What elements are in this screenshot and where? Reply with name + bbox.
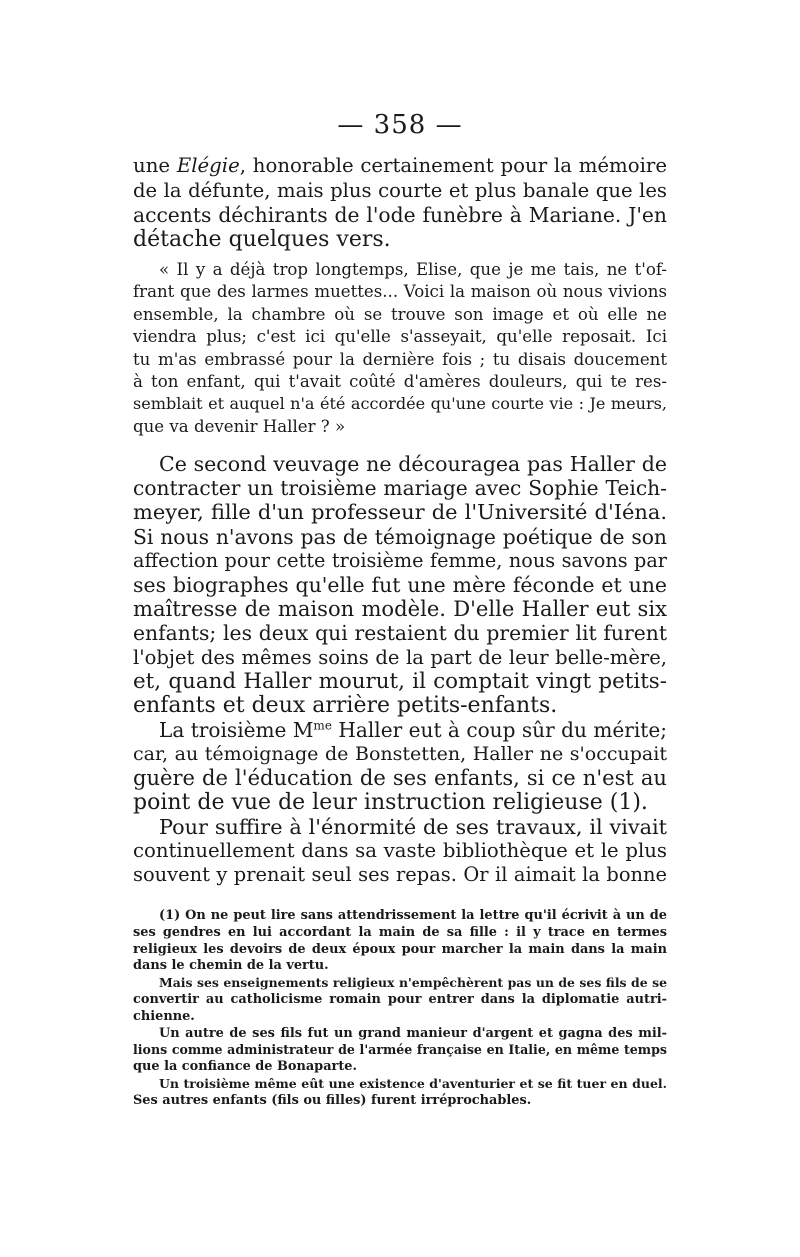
text-line: de la défunte, mais plus courte et plus banale que les [133, 178, 667, 202]
quote-line: viendra plus; c'est ici qu'elle s'asseyait, qu'elle reposait. Ici [133, 327, 667, 347]
text-line: car, au témoignage de Bonstetten, Haller ne s'occupait [133, 743, 667, 766]
page-number: — 358 — [337, 110, 463, 140]
text-line: enfants; les deux qui restaient du premier lit furent [133, 621, 667, 646]
footnote-line: Ses autres enfants (fils ou filles) furent irréprochables. [133, 1092, 532, 1108]
footnote-line: Un troisième même eût une existence d'aventurier et se fit tuer en duel. [159, 1075, 667, 1091]
footnote-line: Mais ses enseignements religieux n'empêchèrent pas un de ses fils de se [159, 975, 667, 991]
quotation [133, 259, 667, 438]
quote-line: « Il y a déjà trop longtemps, Elise, que je me tais, ne t'of- [159, 260, 667, 279]
footnote-line: ses gendres en lui accordant la main de sa fille : il y trace en termes [133, 924, 667, 940]
text-line: accents déchirants de l'ode funèbre à Mariane. J'en [133, 203, 667, 227]
footnote-line: convertir au catholicisme romain pour entrer dans la diplomatie autri- [133, 991, 667, 1007]
footnote-line: lions comme administrateur de l'armée française en Italie, en même temps [133, 1042, 667, 1058]
text-line: La troisième $M^{me}$ Haller eut à coup sûr du mérite; [159, 718, 667, 742]
paragraph-third-marriage [133, 452, 667, 718]
text-line: Pour suffire à l'énormité de ses travaux, il vivait [159, 815, 667, 839]
text-line: et, quand Haller mourut, il comptait vingt petits- [133, 668, 667, 694]
paragraph-elegie [133, 154, 667, 252]
paragraph-education [133, 718, 667, 815]
footnote-line: religieux les devoirs de deux époux pour marcher la main dans la main [133, 941, 667, 957]
text-line: l'objet des mêmes soins de la part de leur belle-mère, [133, 645, 667, 669]
footnotes [133, 908, 667, 1110]
footnote-line: (1) On ne peut lire sans attendrissement la lettre qu'il écrivit à un de [159, 908, 667, 923]
footnote-line: chienne. [133, 1008, 195, 1024]
quote-line: que va devenir Haller ? » [133, 416, 346, 436]
text-line: Ce second veuvage ne découragea pas Haller de [159, 452, 667, 476]
text-line: enfants et deux arrière petits-enfants. [133, 692, 558, 718]
quote-line: à ton enfant, qui t'avait coûté d'amères douleurs, qui te res- [133, 371, 667, 391]
text-line: contracter un troisième mariage avec Sophie Teich- [133, 476, 667, 501]
text-line: détache quelques vers. [133, 226, 391, 252]
paragraph-library [133, 815, 667, 888]
footnote-line: Un autre de ses fils fut un grand manieur d'argent et gagna des mil- [159, 1025, 667, 1041]
text-line: une Elégie, honorable certainement pour la mémoire [133, 154, 667, 177]
superscript: me [313, 718, 332, 733]
quote-line: semblait et auquel n'a été accordée qu'une courte vie : Je meurs, [133, 394, 667, 414]
italic-title: Elégie [176, 154, 240, 177]
quote-line: tu m'as embrassé pour la dernière fois ; tu disais doucement [133, 349, 667, 369]
text-line: continuellement dans sa vaste bibliothèque et le plus [133, 839, 667, 863]
text-line: Si nous n'avons pas de témoignage poétique de son [133, 524, 667, 549]
text-line: guère de l'éducation de ses enfants, si ce n'est au [133, 765, 667, 791]
text-line: ses biographes qu'elle fut une mère féconde et une [133, 572, 667, 597]
text-line: meyer, fille d'un professeur de l'Université d'Iéna. [133, 500, 667, 525]
text-line: point de vue de leur instruction religieuse (1). [133, 789, 648, 815]
text-line: maîtresse de maison modèle. D'elle Haller eut six [133, 596, 667, 622]
quote-line: frant que des larmes muettes... Voici la maison où nous vivions [133, 282, 667, 302]
text-line: souvent y prenait seul ses repas. Or il aimait la bonne [133, 863, 667, 887]
footnote-line: que la confiance de Bonaparte. [133, 1059, 357, 1075]
quote-line: ensemble, la chambre où se trouve son image et où elle ne [133, 304, 667, 324]
text-line: affection pour cette troisième femme, nous savons par [133, 548, 667, 572]
footnote-line: dans le chemin de la vertu. [133, 958, 329, 974]
